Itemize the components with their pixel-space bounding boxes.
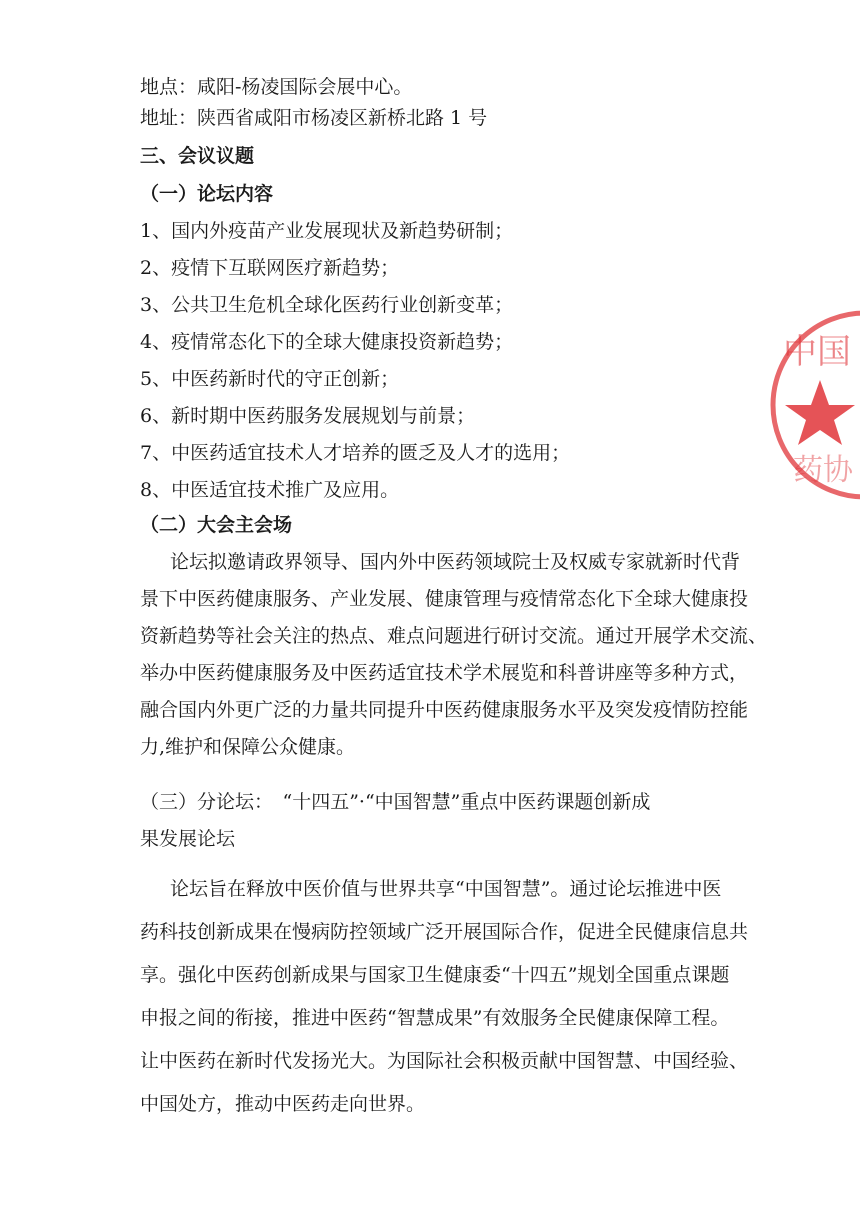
- venue-line: 地点：咸阳-杨凌国际会展中心。: [140, 76, 413, 98]
- topic-item: 8、中医适宜技术推广及应用。: [140, 479, 400, 501]
- paragraph-line: 中国处方，推动中医药走向世界。: [140, 1093, 426, 1115]
- paragraph-line: 资新趋势等社会关注的热点、难点问题进行研讨交流。通过开展学术交流、: [140, 625, 768, 647]
- topic-item: 6、新时期中医药服务发展规划与前景；: [140, 405, 476, 427]
- paragraph-line: 享。强化中医药创新成果与国家卫生健康委“十四五”规划全国重点课题: [140, 964, 730, 986]
- paragraph-line: 论坛拟邀请政界领导、国内外中医药领域院士及权威专家就新时代背: [170, 551, 741, 573]
- address-line: 地址：陕西省咸阳市杨凌区新桥北路 1 号: [140, 107, 488, 129]
- paragraph-line: 药科技创新成果在慢病防控领域广泛开展国际合作，促进全民健康信息共: [140, 921, 749, 943]
- paragraph-line: 景下中医药健康服务、产业发展、健康管理与疫情常态化下全球大健康投: [140, 588, 749, 610]
- seal-text-top: 中国: [783, 332, 851, 372]
- paragraph-line: 论坛旨在释放中医价值与世界共享“中国智慧”。通过论坛推进中医: [170, 878, 722, 900]
- topic-item: 4、疫情常态化下的全球大健康投资新趋势；: [140, 331, 514, 353]
- topic-item: 5、中医药新时代的守正创新；: [140, 368, 400, 390]
- section-heading: 三、会议议题: [140, 145, 255, 167]
- topic-item: 1、国内外疫苗产业发展现状及新趋势研制；: [140, 220, 514, 242]
- paragraph-line: 举办中医药健康服务及中医药适宜技术学术展览和科普讲座等多种方式，: [140, 662, 749, 684]
- topic-item: 3、公共卫生危机全球化医药行业创新变革；: [140, 294, 514, 316]
- paragraph-line: 让中医药在新时代发扬光大。为国际社会积极贡献中国智慧、中国经验、: [140, 1050, 749, 1072]
- official-seal: [765, 305, 860, 505]
- paragraph-line: 申报之间的衔接，推进中医药“智慧成果”有效服务全民健康保障工程。: [140, 1007, 730, 1029]
- seal-text-bottom: 药协: [793, 453, 853, 488]
- topic-item: 2、疫情下互联网医疗新趋势；: [140, 257, 400, 279]
- topic-item: 7、中医药适宜技术人才培养的匮乏及人才的选用；: [140, 442, 571, 464]
- subsection-heading-sub-forum-cont: 果发展论坛: [140, 828, 236, 850]
- subsection-heading-main-venue: （二）大会主会场: [140, 514, 293, 536]
- paragraph-line: 力,维护和保障公众健康。: [140, 736, 356, 758]
- subsection-heading-sub-forum: （三）分论坛： “十四五”·“中国智慧”重点中医药课题创新成: [140, 791, 651, 813]
- subsection-heading-forum-content: （一）论坛内容: [140, 183, 274, 205]
- paragraph-line: 融合国内外更广泛的力量共同提升中医药健康服务水平及突发疫情防控能: [140, 699, 749, 721]
